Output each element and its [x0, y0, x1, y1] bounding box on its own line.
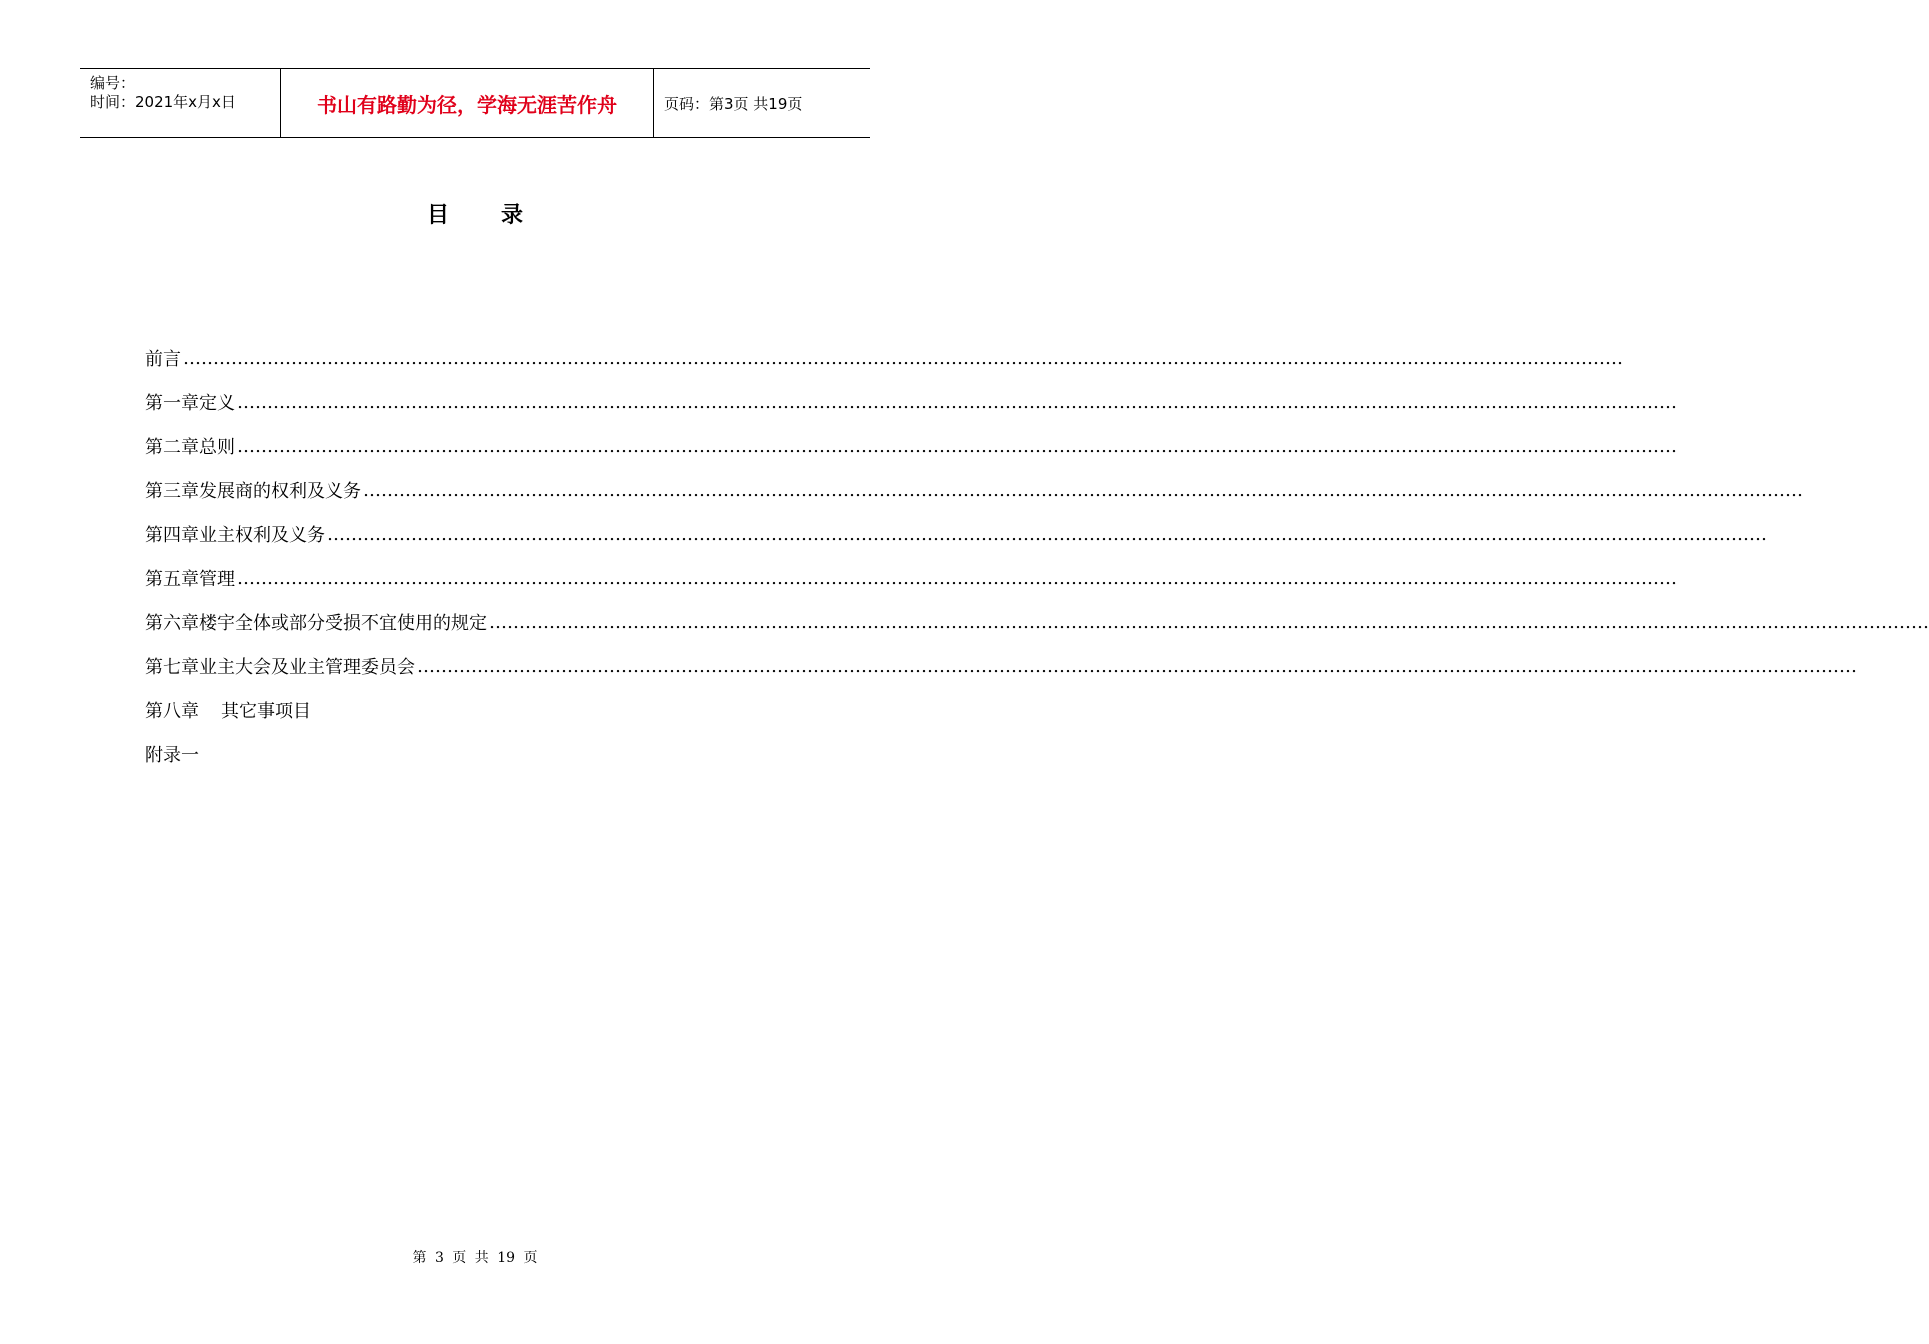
toc-entry: [145, 556, 1677, 600]
table-of-contents: [145, 336, 1929, 776]
toc-entry: [145, 688, 807, 732]
toc-chapter-title: 定义: [199, 393, 235, 414]
toc-chapter-title: 总则: [199, 437, 235, 458]
header-page-info: 页码：第3页 共19页: [664, 94, 803, 113]
toc-chapter-title: 发展商的权利及义务: [199, 481, 361, 502]
toc-chapter-label: 第四章: [145, 525, 199, 546]
toc-leader-dots: ……………………………………………………………………………………………………………………………………………………………………………………………………………………: [417, 655, 1857, 677]
toc-entry: [145, 732, 807, 776]
toc-entry: [145, 600, 1929, 644]
toc-leader-dots: ……………………………………………………………………………………………………………………………………………………………………………………………………………………: [363, 479, 1803, 501]
toc-chapter-label: 第八章: [145, 701, 199, 722]
toc-chapter-label: 第七章: [145, 657, 199, 678]
toc-leader-dots: ……………………………………………………………………………………………………………………………………………………………………………………………………………………: [237, 391, 1677, 413]
toc-chapter-title: 其它事项目: [221, 701, 311, 722]
toc-chapter-label: 前言: [145, 349, 181, 370]
toc-chapter-label: 附录一: [145, 745, 199, 766]
toc-entry: [145, 512, 1767, 556]
toc-chapter-label: 第三章: [145, 481, 199, 502]
toc-entry: [145, 336, 1623, 380]
toc-leader-dots: ……………………………………………………………………………………………………………………………………………………………………………………………………………………: [237, 435, 1677, 457]
header-motto-cell: [281, 69, 654, 137]
toc-chapter-label: 第二章: [145, 437, 199, 458]
toc-chapter-title: 业主大会及业主管理委员会: [199, 657, 415, 678]
number-label: 编号：: [90, 74, 136, 92]
toc-entry: [145, 380, 1677, 424]
toc-title: 目录: [426, 203, 575, 228]
toc-leader-dots: ……………………………………………………………………………………………………………………………………………………………………………………………………………………: [489, 611, 1929, 633]
header-motto: 书山有路勤为径，学海无涯苦作舟: [317, 92, 617, 117]
header-meta: [80, 69, 281, 137]
toc-chapter-title: 管理: [199, 569, 235, 590]
toc-chapter-title: 业主权利及义务: [199, 525, 325, 546]
toc-chapter-label: 第六章: [145, 613, 199, 634]
toc-leader-dots: ……………………………………………………………………………………………………………………………………………………………………………………………………………………: [183, 347, 1623, 369]
toc-chapter-label: 第五章: [145, 569, 199, 590]
toc-entry: [145, 644, 1857, 688]
page-footer: 第 3 页 共 19 页: [412, 1250, 538, 1266]
toc-leader-dots: ……………………………………………………………………………………………………………………………………………………………………………………………………………………: [237, 567, 1677, 589]
page-header: [80, 68, 870, 138]
toc-entry: [145, 468, 1803, 512]
toc-entry: [145, 424, 1677, 468]
toc-chapter-label: 第一章: [145, 393, 199, 414]
time-label: 时间：2021年x月x日: [90, 93, 236, 111]
toc-leader-dots: ……………………………………………………………………………………………………………………………………………………………………………………………………………………: [327, 523, 1767, 545]
toc-chapter-title: 楼宇全体或部分受损不宜使用的规定: [199, 613, 487, 634]
